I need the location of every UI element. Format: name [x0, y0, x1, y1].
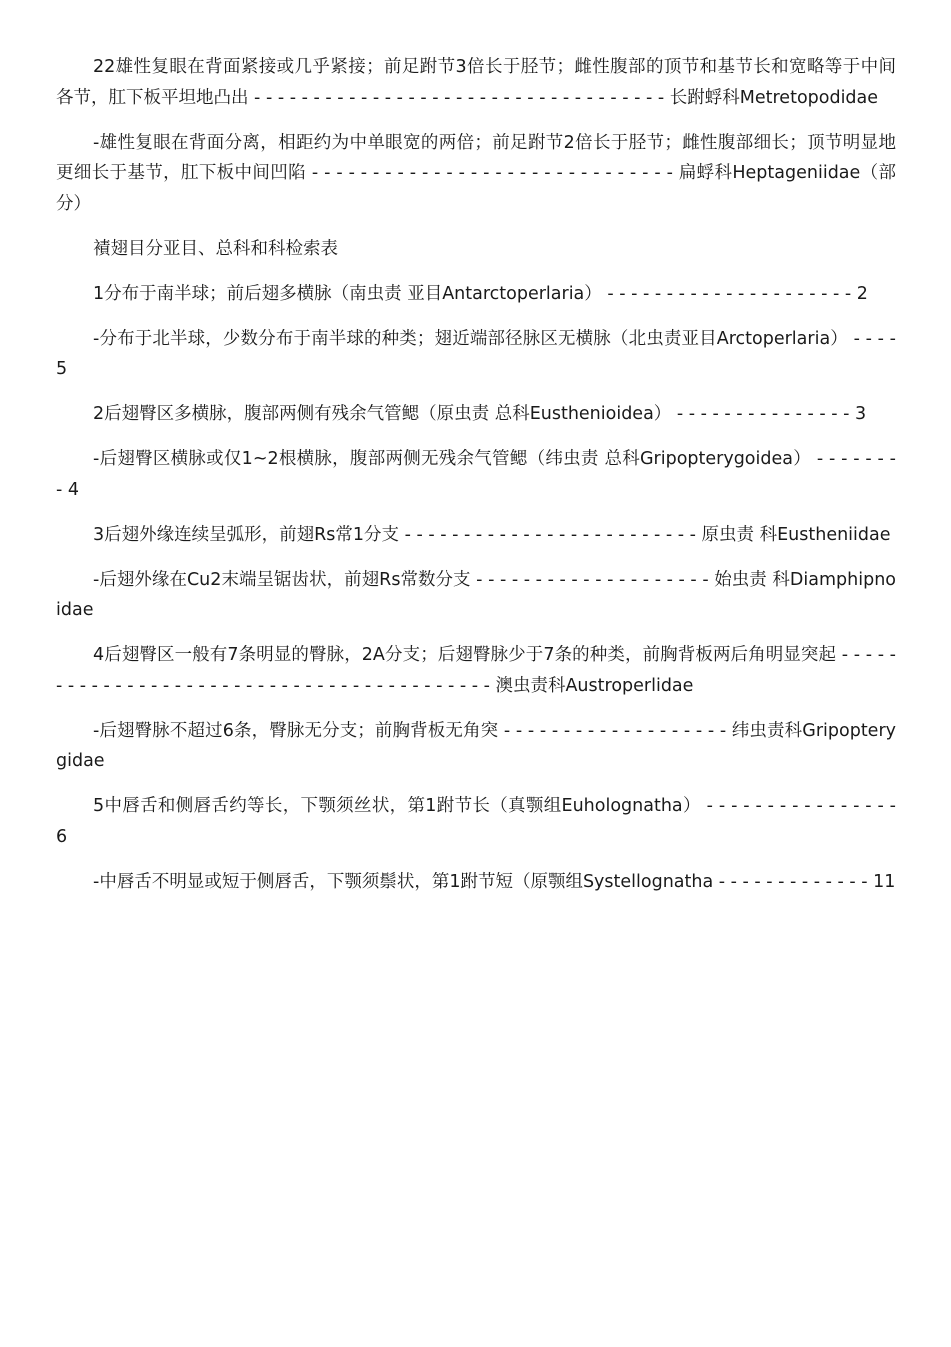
key-entry-1-alt: -分布于北半球，少数分布于南半球的种类；翅近端部径脉区无横脉（北虫责亚目Arctoperlaria） - - - - 5: [56, 328, 896, 379]
key-entry-2-alt: -后翅臀区横脉或仅1~2根横脉，腹部两侧无残余气管鳃（纬虫责 总科Gripopterygoidea） - - - - - - - - 4: [56, 449, 896, 500]
document-page: [56, 52, 896, 912]
key-entry-2: 2后翅臀区多横脉，腹部两侧有残余气管鳃（原虫责 总科Eusthenioidea） - - - - - - - - - - - - - - - 3: [93, 404, 867, 424]
key-entry-22-alt: -雄性复眼在背面分离，相距约为中单眼宽的两倍；前足跗节2倍长于胫节；雌性腹部细长；顶节明显地更细长于基节，肛下板中间凹陷 - - - - - - - - - - - - - - - - - - - - - - - - - - - - - - 扁蜉科Heptageniidae（部分）: [56, 132, 896, 214]
key-entry-22: 22雄性复眼在背面紧接或几乎紧接；前足跗节3倍长于胫节；雌性腹部的顶节和基节长和宽略等于中间各节，肛下板平坦地凸出 - - - - - - - - - - - - - - - - - - - - - - - - - - - - - - - - - - - 长跗蜉科Metretopodidae: [56, 57, 896, 108]
key-entry-4-alt: -后翅臀脉不超过6条，臀脉无分支；前胸背板无角突 - - - - - - - - - - - - - - - - - - - 纬虫责科Gripopterygidae: [56, 720, 896, 771]
key-entry-4: 4后翅臀区一般有7条明显的臀脉，2A分支；后翅臀脉少于7条的种类，前胸背板两后角明显突起 - - - - - - - - - - - - - - - - - - - - - - - - - - - - - - - - - - - - - - - - - - 澳虫责科Austroperlidae: [56, 645, 896, 696]
key-entry-1: 1分布于南半球；前后翅多横脉（南虫责 亚目Antarctoperlaria） - - - - - - - - - - - - - - - - - - - - - 2: [93, 283, 868, 304]
key-entry-3: 3后翅外缘连续呈弧形，前翅Rs常1分支 - - - - - - - - - - - - - - - - - - - - - - - - - 原虫责 科Eustheniidae: [93, 524, 891, 545]
key-entry-5: 5中唇舌和侧唇舌约等长，下颚须丝状，第1跗节长（真颚组Euholognatha） - - - - - - - - - - - - - - - - 6: [56, 796, 896, 847]
key-entry-5-alt: -中唇舌不明显或短于侧唇舌，下颚须鬃状，第1跗节短（原颚组Systellognatha - - - - - - - - - - - - - 11: [93, 871, 896, 892]
key-entry-3-alt: -后翅外缘在Cu2末端呈锯齿状，前翅Rs常数分支 - - - - - - - - - - - - - - - - - - - - 始虫责 科Diamphipnoidae: [56, 569, 896, 620]
key-table-title: 襀翅目分亚目、总科和科检索表: [93, 238, 338, 259]
